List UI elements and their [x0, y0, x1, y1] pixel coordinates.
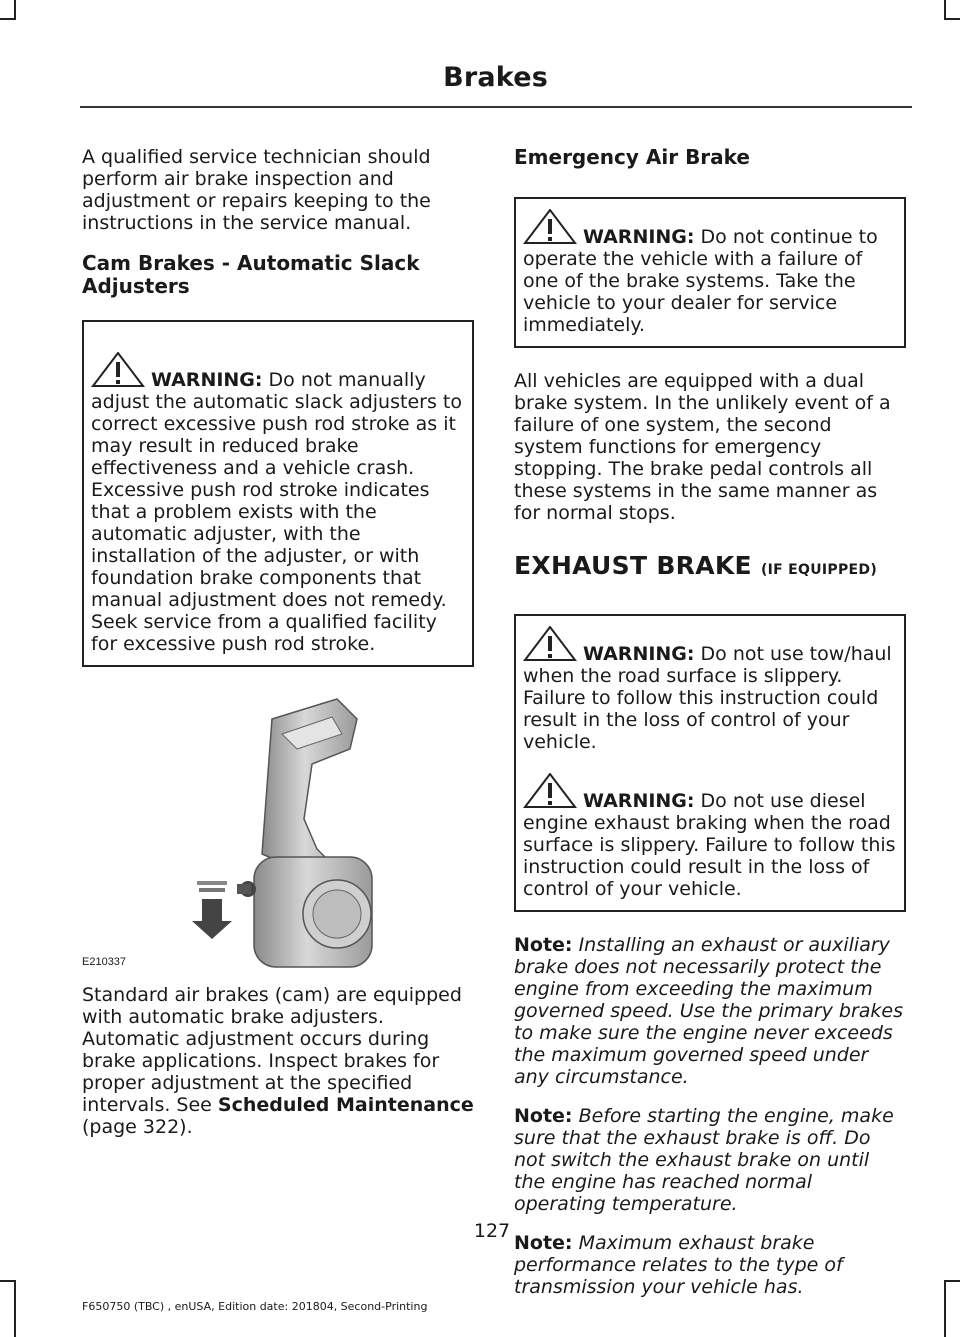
warning-text: Do not continue to operate the vehicle with a failure of one of the brake systems. Take the vehicle to your dealer for service immediately. [523, 226, 878, 336]
warning-item [523, 209, 898, 336]
crop-mark [944, 18, 960, 20]
page-title: Brakes [443, 62, 548, 93]
crop-mark [0, 18, 16, 20]
page-number: 127 [473, 1220, 511, 1242]
page-reference: (page 322). [82, 1116, 193, 1138]
crop-mark [14, 0, 16, 20]
exhaust-brake-heading [514, 552, 906, 584]
warning-item [91, 352, 466, 655]
note-label: Note: [514, 1232, 573, 1254]
note-item [514, 1105, 906, 1215]
crop-mark [944, 1280, 960, 1282]
if-equipped-label: (IF EQUIPPED) [760, 562, 878, 578]
warning-text: Do not manually adjust the automatic slack adjusters to correct excessive push rod stroke as it may result in reduced brake effectiveness and a vehicle crash. Excessive push rod stroke indicates that a problem exists with the automatic adjuster, with the installation of the adjuster, or with foundation brake components that manual adjustment does not remedy. Seek service from a qualified facility for excessive push rod stroke. [91, 369, 462, 655]
exhaust-warning-box [514, 614, 906, 912]
notes [514, 934, 906, 1298]
standard-brakes-text: Standard air brakes (cam) are equipped with automatic brake adjusters. Automatic adjustment occurs during brake applications. Inspect brakes for proper adjustment at the specified intervals. See [82, 984, 462, 1116]
header-rule [80, 106, 912, 108]
warning-triangle-icon [523, 626, 577, 662]
warning-triangle-icon [523, 209, 577, 245]
warning-label: WARNING: [583, 226, 695, 248]
note-item [514, 934, 906, 1088]
intro-paragraph: A qualified service technician should perform air brake inspection and adjustment or repairs keeping to the instructions in the service manual. [82, 146, 431, 234]
crop-mark [944, 0, 946, 20]
right-column [514, 146, 906, 1315]
crop-mark [0, 1280, 16, 1282]
note-label: Note: [514, 1105, 573, 1127]
edition-footer: F650750 (TBC) , enUSA, Edition date: 201804, Second-Printing [82, 1300, 428, 1313]
left-column [82, 146, 474, 1156]
warning-label: WARNING: [583, 790, 695, 812]
warning-triangle-icon [523, 773, 577, 809]
emergency-warning-box [514, 197, 906, 348]
note-text: Maximum exhaust brake performance relates to the type of transmission your vehicle has. [514, 1232, 843, 1298]
warning-text: Do not use tow/haul when the road surface is slippery. Failure to follow this instruction could result in the loss of control of your vehicle. [523, 643, 892, 753]
scheduled-maintenance-link[interactable]: Scheduled Maintenance [217, 1094, 474, 1116]
warning-label: WARNING: [583, 643, 695, 665]
warning-triangle-icon [91, 352, 145, 388]
slack-adjuster-illustration [82, 689, 474, 974]
standard-brakes-paragraph [82, 984, 474, 1138]
cam-warning-box [82, 320, 474, 667]
crop-mark [14, 1280, 16, 1337]
exhaust-brake-title: EXHAUST BRAKE [514, 551, 752, 580]
warning-item [523, 626, 898, 753]
note-text: Before starting the engine, make sure that the exhaust brake is off. Do not switch the exhaust brake on until the engine has reached normal operating temperature. [514, 1105, 894, 1215]
figure-id: E210337 [82, 956, 127, 968]
warning-label: WARNING: [151, 369, 263, 391]
emergency-brake-heading: Emergency Air Brake [514, 145, 750, 169]
dual-brake-paragraph: All vehicles are equipped with a dual brake system. In the unlikely event of a failure of one system, the second system functions for emergency stopping. The brake pedal controls all these systems in the same manner as for normal stops. [514, 370, 891, 524]
warning-text: Do not use diesel engine exhaust braking when the road surface is slippery. Failure to follow this instruction could result in the loss of control of your vehicle. [523, 790, 896, 900]
slack-adjuster-figure [82, 689, 474, 974]
crop-mark [944, 1280, 946, 1337]
note-label: Note: [514, 934, 573, 956]
note-text: Installing an exhaust or auxiliary brake does not necessarily protect the engine from exceeding the maximum governed speed. Use the primary brakes to make sure the engine never exceeds the maximum governed speed under any circumstance. [514, 934, 903, 1088]
cam-brakes-heading: Cam Brakes - Automatic Slack Adjusters [82, 251, 420, 298]
warning-item [523, 773, 898, 900]
